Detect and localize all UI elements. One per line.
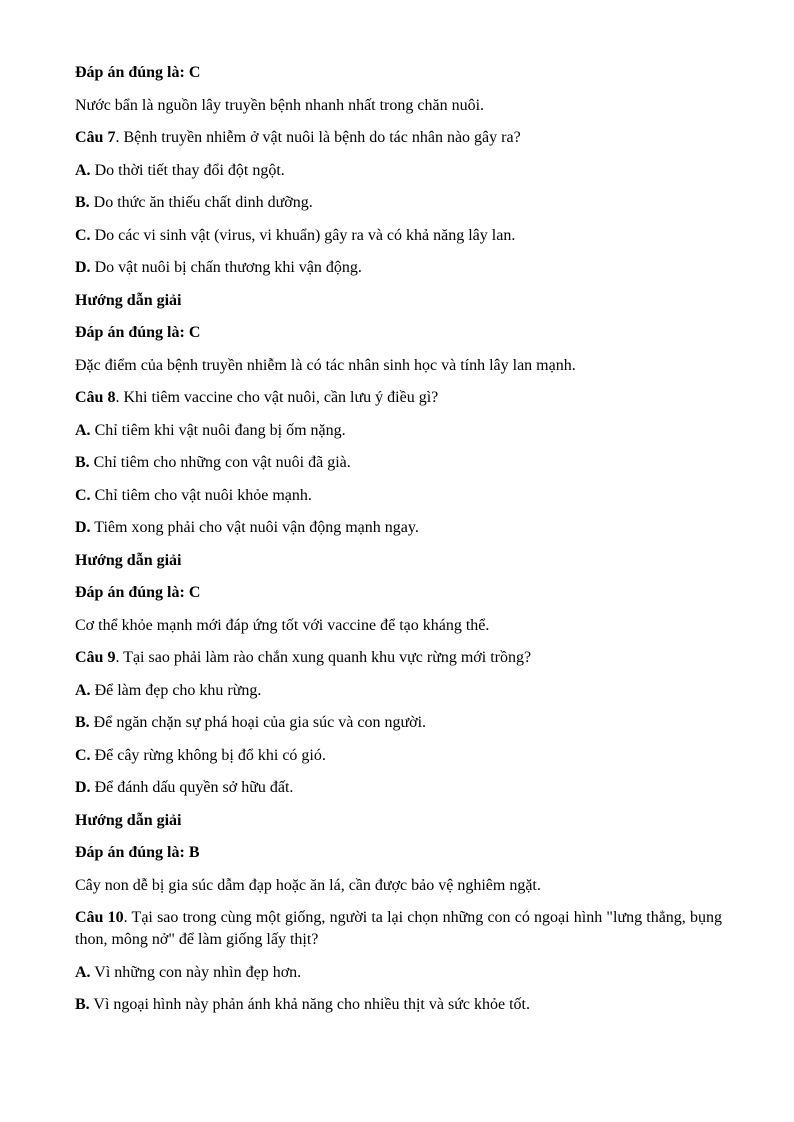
paragraph-bold-prefix: Đáp án đúng là: C bbox=[75, 64, 201, 81]
paragraph-text: Cơ thể khỏe mạnh mới đáp ứng tốt với vaccine để tạo kháng thể. bbox=[75, 616, 490, 634]
paragraph-bold-prefix: C. bbox=[75, 746, 91, 764]
paragraph-bold-prefix: D. bbox=[75, 259, 91, 276]
paragraph-text: Để ngăn chặn sự phá hoại của gia súc và con người. bbox=[89, 714, 427, 731]
paragraph bbox=[75, 842, 722, 864]
paragraph-bold-prefix: B. bbox=[75, 454, 90, 471]
paragraph-bold-prefix: Đáp án đúng là: C bbox=[75, 324, 201, 341]
paragraph-text: Để đánh dấu quyền sở hữu đất. bbox=[90, 779, 294, 796]
paragraph bbox=[75, 355, 722, 377]
paragraph-bold-prefix: A. bbox=[75, 963, 91, 981]
paragraph-text: Do vật nuôi bị chấn thương khi vận động. bbox=[90, 259, 362, 276]
paragraph-text: Do thức ăn thiếu chất dinh dưỡng. bbox=[89, 194, 313, 211]
paragraph-bold-prefix: D. bbox=[75, 519, 91, 536]
paragraph bbox=[75, 810, 722, 832]
paragraph bbox=[75, 777, 722, 799]
paragraph bbox=[75, 452, 722, 474]
paragraph bbox=[75, 745, 722, 767]
paragraph bbox=[75, 225, 722, 247]
paragraph bbox=[75, 582, 722, 604]
paragraph bbox=[75, 615, 722, 637]
paragraph bbox=[75, 907, 722, 951]
paragraph-text: . Tại sao trong cùng một giống, người ta lại chọn những con có ngoại hình "lưng thẳng, bụng thon, mông nở" để làm giống lấy thịt? bbox=[75, 909, 723, 948]
paragraph bbox=[75, 95, 722, 117]
paragraph-text: Chỉ tiêm khi vật nuôi đang bị ốm nặng. bbox=[90, 421, 346, 439]
paragraph bbox=[75, 647, 722, 669]
paragraph bbox=[75, 387, 722, 409]
paragraph-bold-prefix: C. bbox=[75, 226, 91, 244]
paragraph bbox=[75, 160, 722, 182]
paragraph-bold-prefix: Câu 10 bbox=[75, 909, 124, 926]
paragraph bbox=[75, 62, 722, 84]
paragraph-text: Cây non dễ bị gia súc dẫm đạp hoặc ăn lá, cần được bảo vệ nghiêm ngặt. bbox=[75, 876, 541, 894]
document-content bbox=[75, 62, 722, 1027]
paragraph bbox=[75, 192, 722, 214]
paragraph-bold-prefix: A. bbox=[75, 161, 91, 179]
paragraph bbox=[75, 517, 722, 539]
paragraph-text: Do thời tiết thay đổi đột ngột. bbox=[90, 161, 285, 179]
paragraph-bold-prefix: Đáp án đúng là: C bbox=[75, 584, 201, 601]
paragraph bbox=[75, 290, 722, 312]
paragraph bbox=[75, 257, 722, 279]
paragraph bbox=[75, 962, 722, 984]
paragraph-bold-prefix: D. bbox=[75, 779, 91, 796]
paragraph-text: Nước bẩn là nguồn lây truyền bệnh nhanh nhất trong chăn nuôi. bbox=[75, 96, 485, 114]
paragraph-text: Đặc điểm của bệnh truyền nhiễm là có tác nhân sinh học và tính lây lan mạnh. bbox=[75, 356, 576, 374]
paragraph bbox=[75, 485, 722, 507]
paragraph-bold-prefix: Hướng dẫn giải bbox=[75, 551, 182, 569]
paragraph bbox=[75, 994, 722, 1016]
paragraph-bold-prefix: Đáp án đúng là: B bbox=[75, 844, 200, 861]
paragraph-bold-prefix: B. bbox=[75, 714, 90, 731]
paragraph-bold-prefix: A. bbox=[75, 421, 91, 439]
paragraph-bold-prefix: A. bbox=[75, 681, 91, 699]
paragraph bbox=[75, 322, 722, 344]
paragraph bbox=[75, 420, 722, 442]
paragraph-bold-prefix: Câu 8 bbox=[75, 389, 116, 406]
paragraph-text: Vì những con này nhìn đẹp hơn. bbox=[90, 963, 302, 981]
paragraph-text: Chỉ tiêm cho những con vật nuôi đã già. bbox=[89, 454, 351, 471]
paragraph-bold-prefix: Hướng dẫn giải bbox=[75, 811, 182, 829]
paragraph-bold-prefix: B. bbox=[75, 194, 90, 211]
paragraph-bold-prefix: Câu 7 bbox=[75, 129, 116, 146]
paragraph bbox=[75, 875, 722, 897]
paragraph-text: Để làm đẹp cho khu rừng. bbox=[90, 681, 262, 699]
paragraph bbox=[75, 550, 722, 572]
paragraph-bold-prefix: C. bbox=[75, 486, 91, 504]
paragraph bbox=[75, 127, 722, 149]
paragraph-text: Chỉ tiêm cho vật nuôi khỏe mạnh. bbox=[90, 486, 312, 504]
paragraph-bold-prefix: B. bbox=[75, 996, 90, 1013]
paragraph-text: Do các vi sinh vật (virus, vi khuẩn) gây ra và có khả năng lây lan. bbox=[90, 226, 516, 244]
paragraph-bold-prefix: Hướng dẫn giải bbox=[75, 291, 182, 309]
paragraph-text: Để cây rừng không bị đổ khi có gió. bbox=[90, 746, 326, 764]
paragraph-text: . Khi tiêm vaccine cho vật nuôi, cần lưu ý điều gì? bbox=[115, 389, 439, 406]
paragraph-text: Vì ngoại hình này phản ánh khả năng cho nhiều thịt và sức khỏe tốt. bbox=[89, 996, 530, 1013]
paragraph-bold-prefix: Câu 9 bbox=[75, 649, 116, 666]
paragraph bbox=[75, 712, 722, 734]
paragraph-text: . Bệnh truyền nhiễm ở vật nuôi là bệnh do tác nhân nào gây ra? bbox=[115, 129, 521, 146]
paragraph-text: . Tại sao phải làm rào chắn xung quanh khu vực rừng mới trồng? bbox=[115, 649, 532, 666]
paragraph-text: Tiêm xong phải cho vật nuôi vận động mạnh ngay. bbox=[90, 519, 419, 536]
paragraph bbox=[75, 680, 722, 702]
